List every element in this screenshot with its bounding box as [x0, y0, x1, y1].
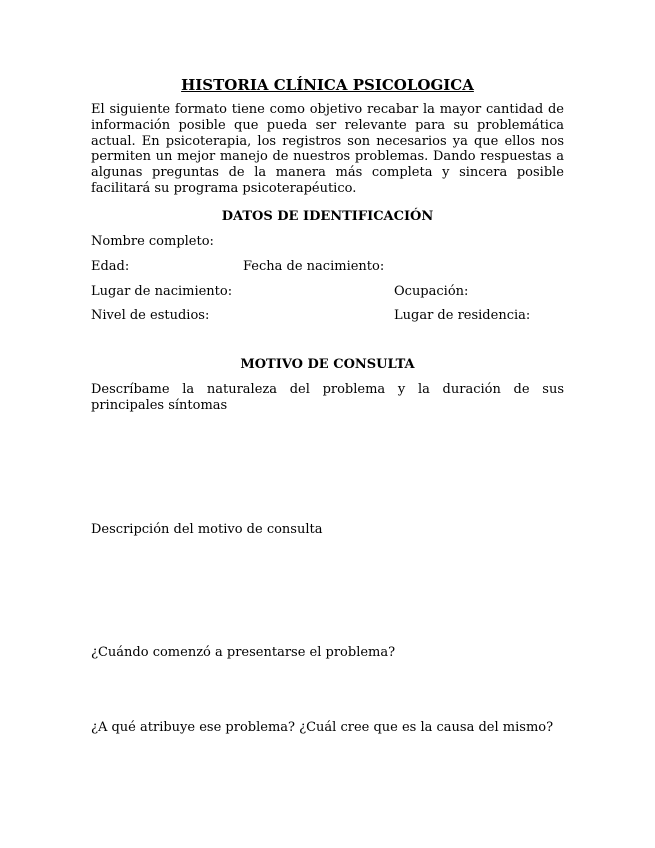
age-label: Edad: [91, 259, 130, 274]
description-prompt: Descripción del motivo de consulta [91, 522, 323, 537]
birth-date-label: Fecha de nacimiento: [243, 259, 385, 274]
birth-place-label: Lugar de nacimiento: [91, 284, 233, 299]
intro-paragraph: El siguiente formato tiene como objetivo recabar la mayor cantidad de información posible que pueda ser relevante para su problemática actual. En psicoterapia, los registros son necesarios ya que ellos nos permiten un mejor manejo de nuestros problemas. Dando respuestas a algunas preguntas de la manera más completa y sincera posible facilitará su programa psicoterapéutico. [91, 102, 564, 196]
identification-heading: DATOS DE IDENTIFICACIÓN [221, 209, 434, 224]
occupation-label: Ocupación: [394, 284, 469, 299]
education-label: Nivel de estudios: [91, 308, 210, 323]
consultation-heading: MOTIVO DE CONSULTA [240, 357, 415, 372]
residence-label: Lugar de residencia: [394, 308, 531, 323]
onset-prompt: ¿Cuándo comenzó a presentarse el problema? [91, 645, 396, 660]
document-title: HISTORIA CLÍNICA PSICOLOGICA [181, 76, 474, 94]
full-name-label: Nombre completo: [91, 234, 214, 249]
nature-prompt: Descríbame la naturaleza del problema y la duración de sus principales síntomas [91, 382, 564, 413]
cause-prompt: ¿A qué atribuye ese problema? ¿Cuál cree que es la causa del mismo? [91, 720, 554, 735]
